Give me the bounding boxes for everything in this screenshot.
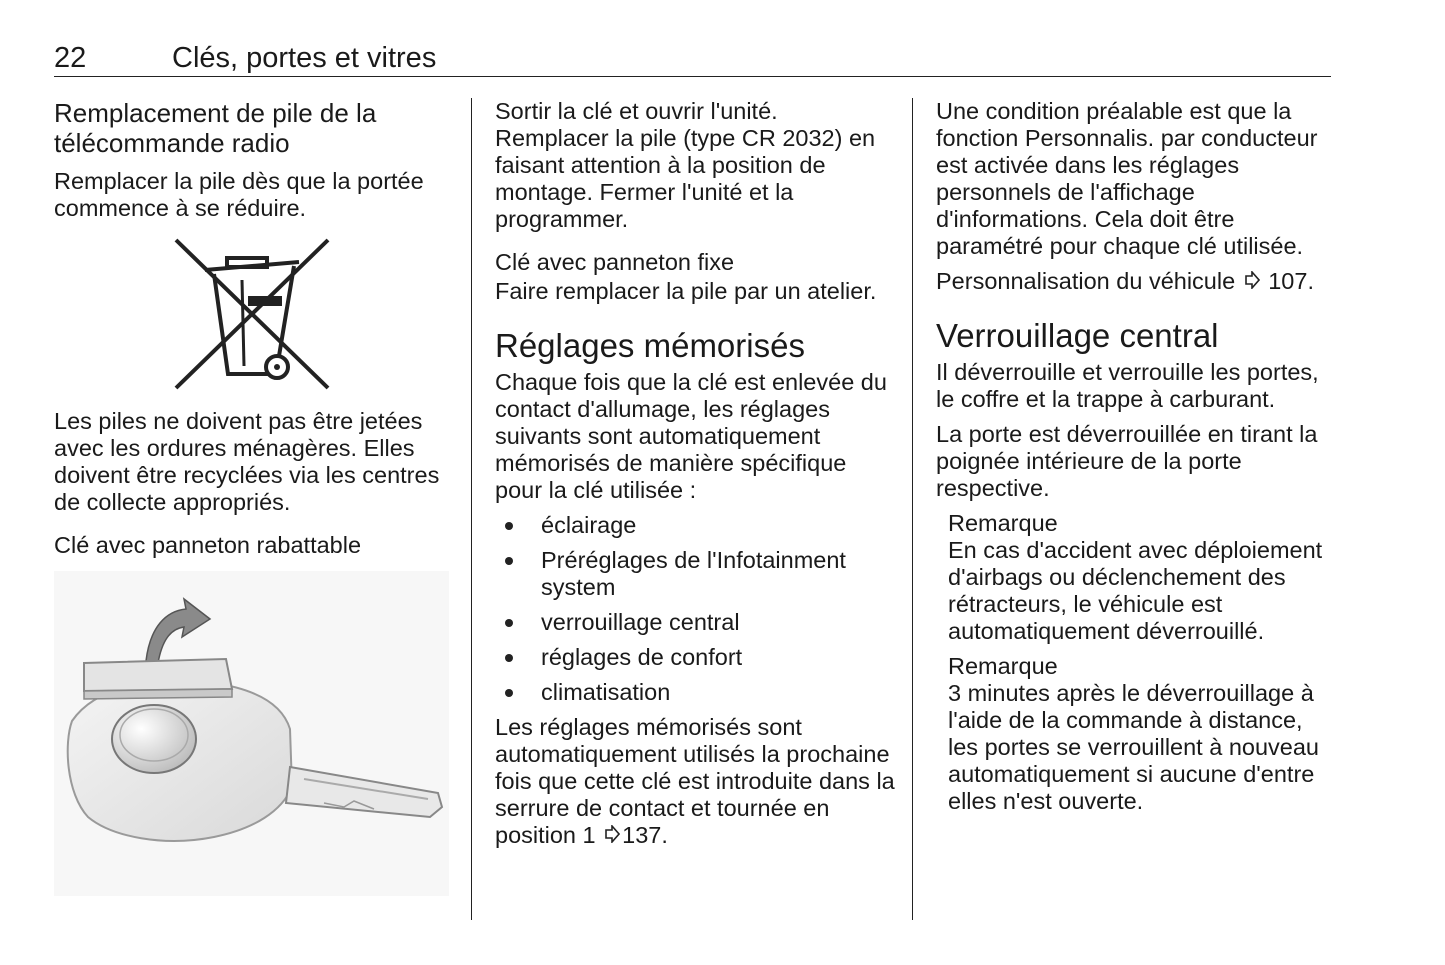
page-link[interactable]: 107.: [1268, 268, 1314, 294]
precondition-text: Une condition préalable est que la fonction Personnalis. par conducteur est activée dans les réglages personnels de l'affichage d'informations. Cela doit être paramétré pour chaque clé utilisée.: [936, 98, 1318, 259]
memorized-outro: Les réglages mémorisés sont automatiquement utilisés la prochaine fois que cette clé est introduite dans la serrure de contact et tournée en position 1 137.: [495, 714, 895, 848]
bullet-icon: [505, 557, 513, 565]
list-item: éclairage: [495, 512, 895, 539]
memorized-settings-list: [495, 512, 895, 706]
list-item: verrouillage central: [495, 609, 895, 636]
ignition-position: 1: [582, 822, 596, 848]
bullet-icon: [505, 654, 513, 662]
subheading-folding-key: Clé avec panneton rabattable: [54, 532, 362, 558]
bullet-icon: [505, 522, 513, 530]
bullet-icon: [505, 689, 513, 697]
battery-intro: Remplacer la pile dès que la portée commence à se réduire.: [54, 168, 424, 221]
remark-title: Remarque: [948, 653, 1058, 679]
disposal-text: Les piles ne doivent pas être jetées avec les ordures ménagères. Elles doivent être recyclées via les centres de collecte appropriés.: [54, 408, 440, 515]
list-item: Préréglages de l'Infotainment system: [495, 547, 895, 601]
list-item: réglages de confort: [495, 644, 895, 671]
page-header: [54, 40, 1331, 77]
section-heading-memorized: Réglages mémorisés: [495, 327, 805, 364]
page-number: 22: [54, 42, 87, 74]
section-heading-central-locking: Verrouillage central: [936, 317, 1219, 354]
page-link[interactable]: 137.: [622, 822, 668, 848]
remark-text: 3 minutes après le déverrouillage à l'aide de la commande à distance, les portes se verrouillent à nouveau automatiquement si aucune d'entre elles n'est ouverte.: [948, 680, 1319, 814]
remark-title: Remarque: [948, 510, 1058, 536]
bullet-icon: [505, 619, 513, 627]
list-item: climatisation: [495, 679, 895, 706]
page-reference-arrow-icon: [1244, 271, 1260, 289]
remark-text: En cas d'accident avec déploiement d'airbags ou déclenchement des rétracteurs, le véhicule est automatiquement déverrouillé.: [948, 537, 1323, 644]
column-divider: [912, 98, 913, 920]
fixed-key-text: Faire remplacer la pile par un atelier.: [495, 278, 877, 304]
personalization-reference: Personnalisation du véhicule 107.: [936, 268, 1314, 294]
column-2: [495, 98, 895, 857]
folding-key-illustration: [54, 571, 449, 896]
central-locking-p1: Il déverrouille et verrouille les portes, le coffre et la trappe à carburant.: [936, 359, 1319, 412]
section-heading-battery: Remplacement de pile de la télécommande radio: [54, 98, 377, 158]
page-reference-arrow-icon: [604, 825, 620, 843]
column-divider: [471, 98, 472, 920]
remark-block: [948, 510, 1336, 815]
memorized-intro: Chaque fois que la clé est enlevée du contact d'allumage, les réglages suivants sont automatiquement mémorisés de manière spécifique pour la clé utilisée :: [495, 369, 887, 503]
chapter-title: Clés, portes et vitres: [172, 42, 437, 74]
central-locking-p2: La porte est déverrouillée en tirant la poignée intérieure de la porte respective.: [936, 421, 1318, 501]
subheading-fixed-key: Clé avec panneton fixe: [495, 249, 735, 275]
column-3: [936, 98, 1336, 821]
battery-instructions: Sortir la clé et ouvrir l'unité. Remplacer la pile (type CR 2032) en faisant attention à la position de montage. Fermer l'unité et la programmer.: [495, 98, 876, 232]
menu-setting-name: Personnalis. par conducteur: [1024, 125, 1318, 151]
column-1: [54, 98, 454, 896]
crossed-out-bin-icon: [172, 236, 332, 394]
